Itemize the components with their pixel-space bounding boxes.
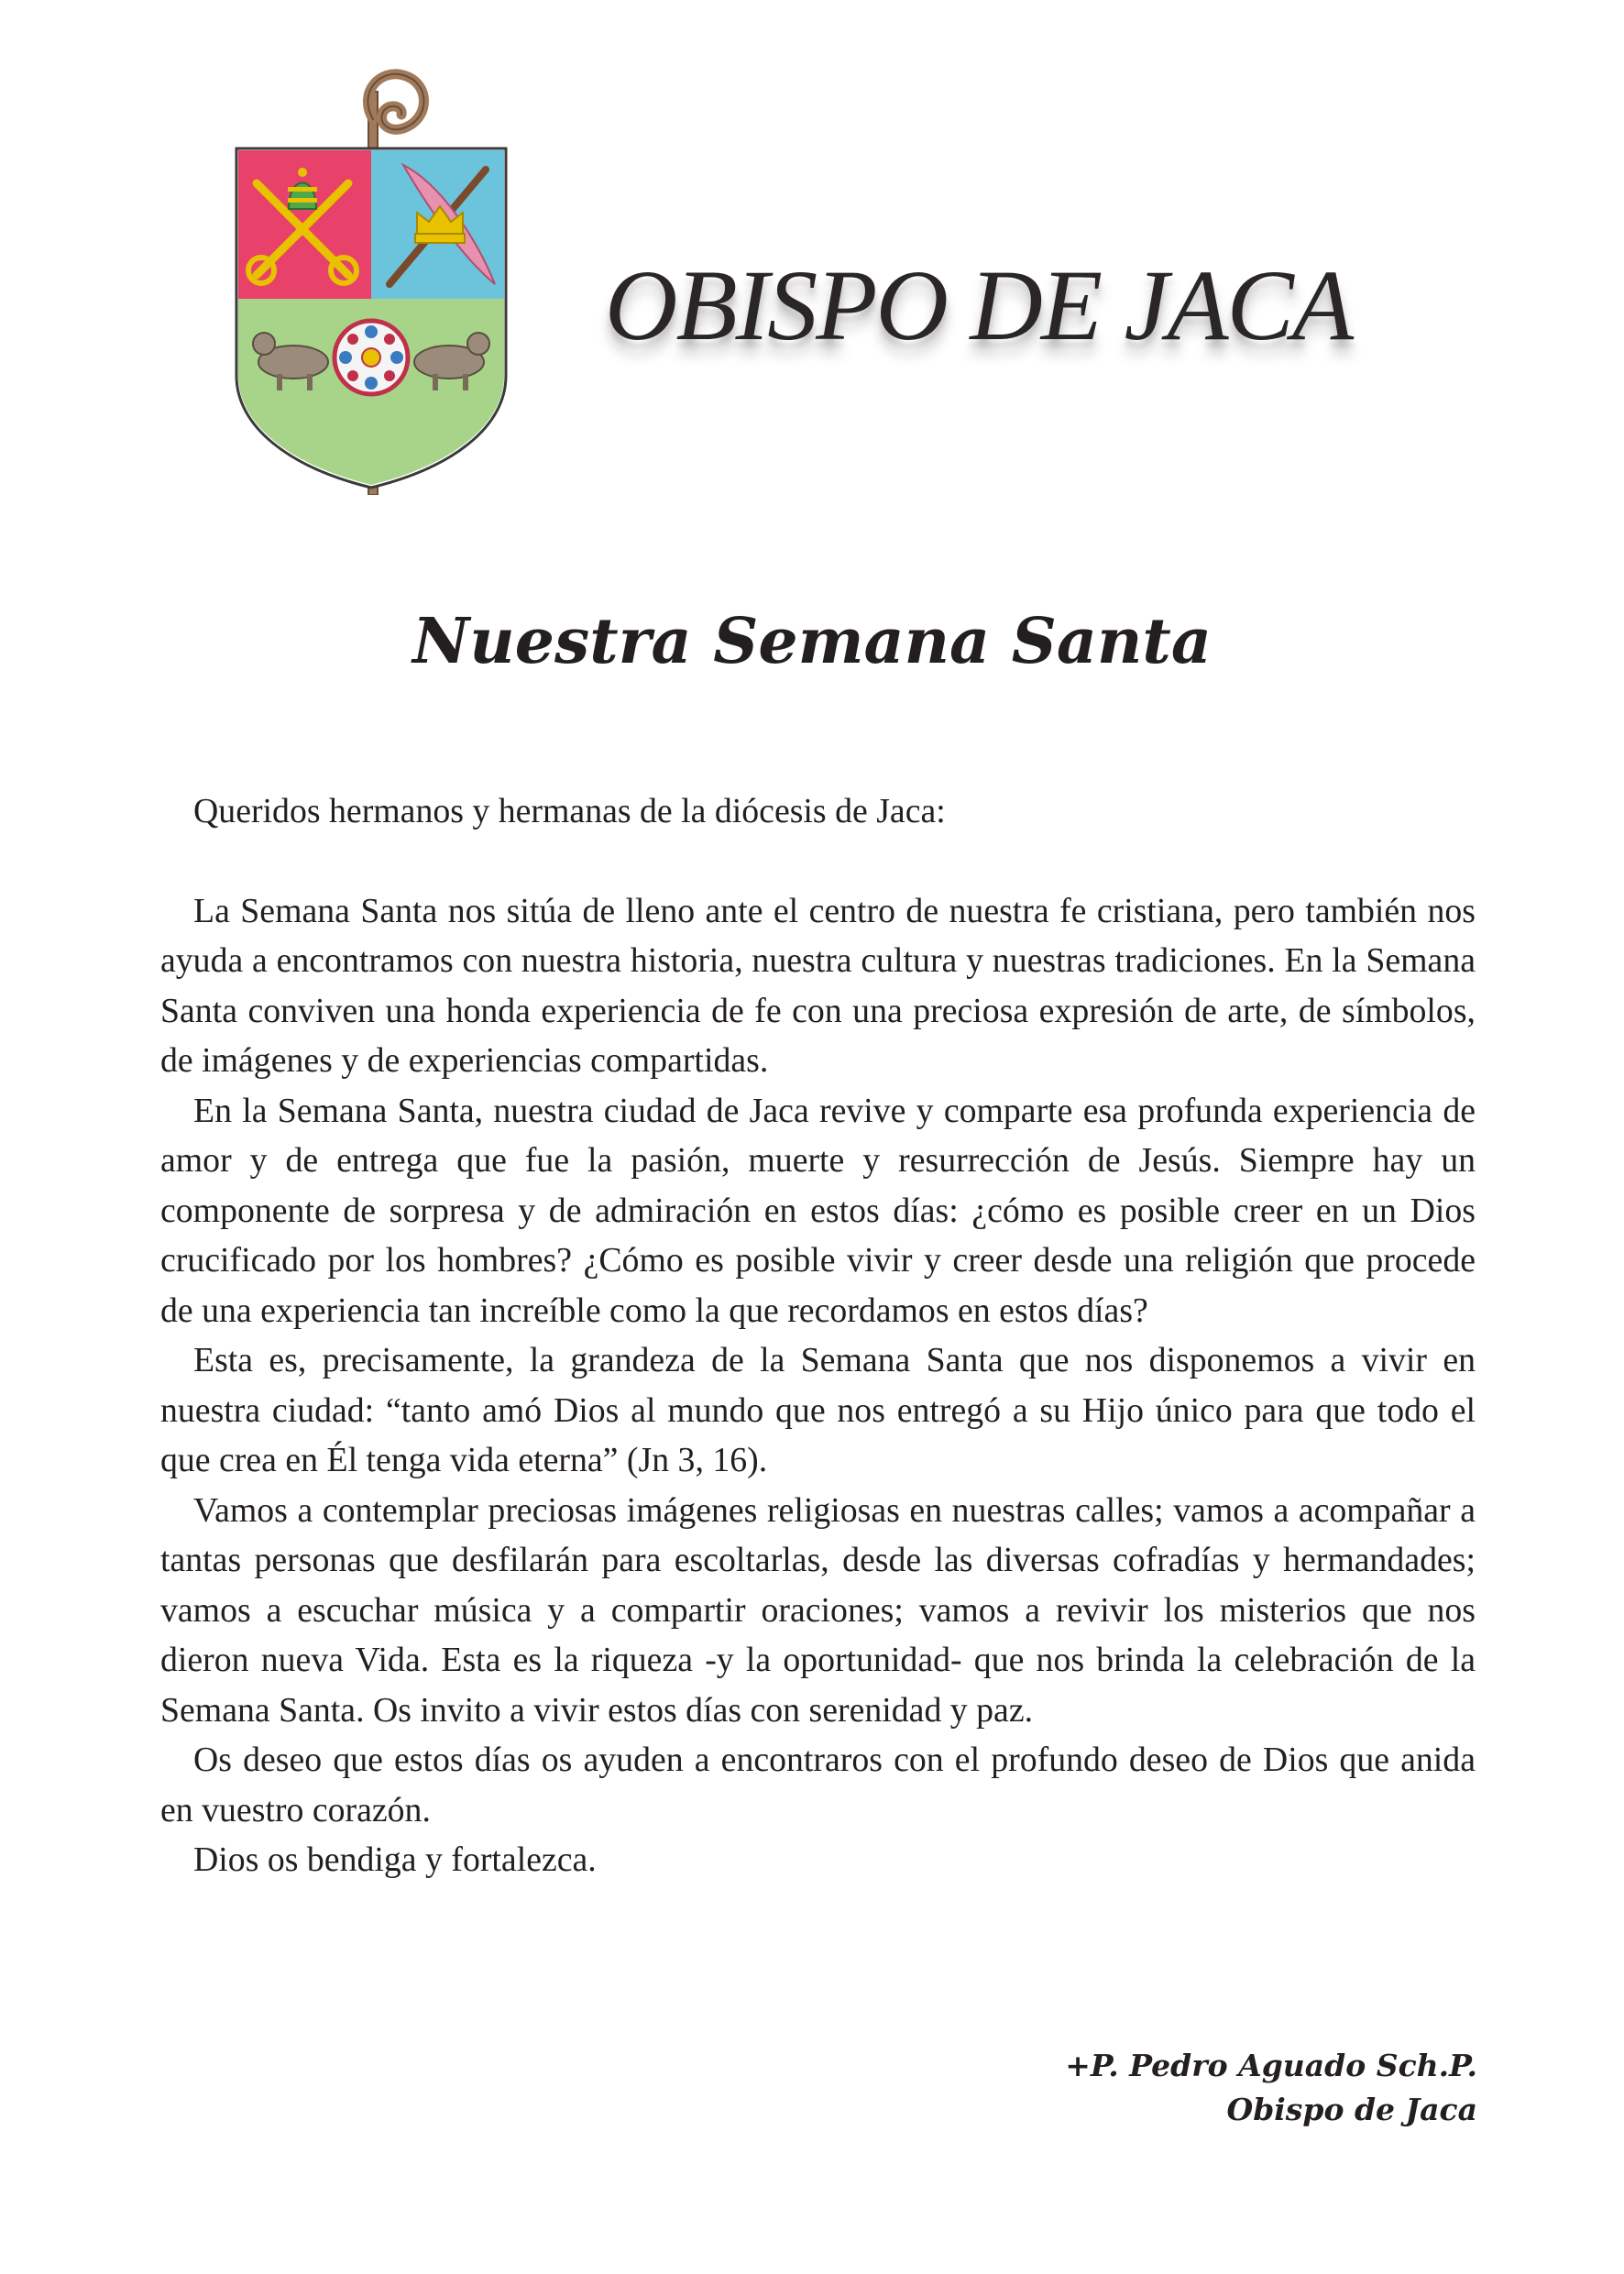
coat-of-arms-icon [220, 64, 532, 495]
page-heading: OBISPO DE JACA [605, 249, 1353, 361]
paragraph: La Semana Santa nos sitúa de lleno ante el centro de nuestra fe cristiana, pero también nos ayuda a encontramos con nuestra historia, nuestra cultura y nuestras tradiciones. En la Semana Santa conviven una honda experiencia de fe con una preciosa expresión de arte, de símbolos, de imágenes y de experiencias compartidas. [160, 891, 1476, 1080]
paragraph: Vamos a contemplar preciosas imágenes religiosas en nuestras calles; vamos a acompañar a tantas personas que desfilarán para escoltarlas, desde las diversas cofradías y hermandades; vamos a escuchar música y a compartir oraciones; vamos a revivir los misterios que nos dieron nueva Vida. Esta es la riqueza -y la oportunidad- que nos brinda la celebración de la Semana Santa. Os invito a vivir estos días con serenidad y paz. [160, 1490, 1476, 1730]
salutation: Queridos hermanos y hermanas de la diócesis de Jaca: [193, 792, 946, 830]
letter-body [160, 786, 1476, 1885]
paragraph: En la Semana Santa, nuestra ciudad de Jaca revive y comparte esa profunda experiencia de amor y de entrega que fue la pasión, muerte y resurrección de Jesús. Siempre hay un componente de sorpresa y de admiración en estos días: ¿cómo es posible creer en un Dios crucificado por los hombres? ¿Cómo es posible vivir y creer desde una religión que procede de una experiencia tan increíble como la que recordamos en estos días? [160, 1091, 1476, 1330]
letter-title: Nuestra Semana Santa [412, 605, 1212, 678]
signature [1065, 2044, 1477, 2132]
signature-name: +P. Pedro Aguado Sch.P. [1065, 2048, 1477, 2083]
signature-role: Obispo de Jaca [1226, 2092, 1477, 2127]
paragraph: Dios os bendiga y fortalezca. [193, 1840, 597, 1879]
paragraph: Esta es, precisamente, la grandeza de la Semana Santa que nos disponemos a vivir en nuestra ciudad: “tanto amó Dios al mundo que nos entregó a su Hijo único para que todo el que crea en Él tenga vida eterna” (Jn 3, 16). [160, 1341, 1476, 1479]
paragraph: Os deseo que estos días os ayuden a encontraros con el profundo deseo de Dios que anida en vuestro corazón. [160, 1741, 1476, 1829]
